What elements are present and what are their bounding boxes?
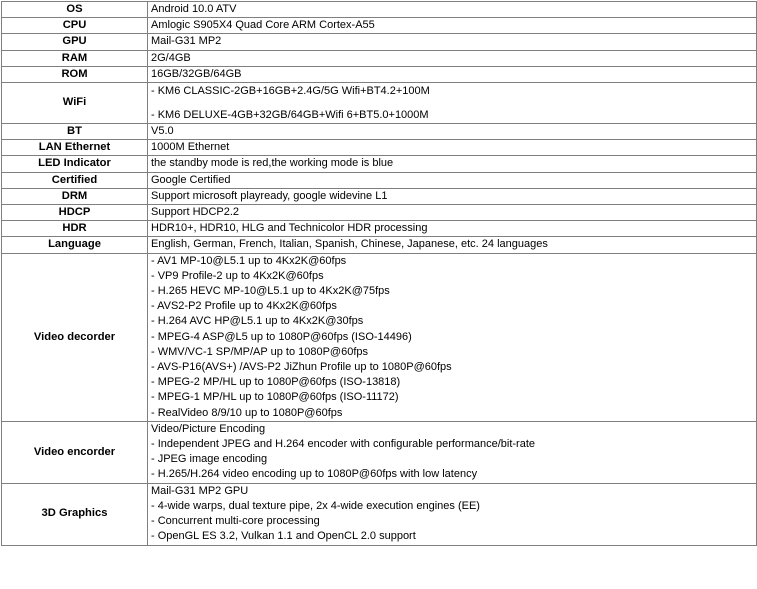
row-label: Video decorder — [2, 253, 148, 421]
row-value-line: - MPEG-2 MP/HL up to 1080P@60fps (ISO-13818) — [151, 376, 401, 389]
row-value: Support HDCP2.2 — [148, 205, 757, 221]
table-row-os — [2, 2, 757, 18]
row-label: LAN Ethernet — [2, 140, 148, 156]
row-label: 3D Graphics — [2, 483, 148, 545]
spec-table — [1, 1, 757, 546]
row-label: BT — [2, 124, 148, 140]
table-row-ram — [2, 50, 757, 66]
row-label: LED Indicator — [2, 156, 148, 172]
row-value-line: - AVS2-P2 Profile up to 4Kx2K@60fps — [151, 300, 337, 313]
row-value-line: - JPEG image encoding — [151, 453, 268, 466]
table-row-hdcp — [2, 205, 757, 221]
table-row-rom — [2, 66, 757, 82]
row-value-line: - H.265/H.264 video encoding up to 1080P@60fps with low latency — [151, 468, 478, 481]
row-value-line: - Independent JPEG and H.264 encoder with configurable performance/bit-rate — [151, 438, 536, 451]
row-value: HDR10+, HDR10, HLG and Technicolor HDR processing — [148, 221, 757, 237]
row-value: 2G/4GB — [148, 50, 757, 66]
row-value-line: - VP9 Profile-2 up to 4Kx2K@60fps — [151, 269, 324, 282]
row-label: CPU — [2, 18, 148, 34]
row-value: English, German, French, Italian, Spanish, Chinese, Japanese, etc. 24 languages — [148, 237, 757, 253]
row-value-line: - AV1 MP-10@L5.1 up to 4Kx2K@60fps — [151, 254, 347, 267]
row-label: Language — [2, 237, 148, 253]
row-value-line: - 4-wide warps, dual texture pipe, 2x 4-wide execution engines (EE) — [151, 499, 480, 512]
table-row-language — [2, 237, 757, 253]
table-row-lan-ethernet — [2, 140, 757, 156]
row-value-line: - WMV/VC-1 SP/MP/AP up to 1080P@60fps — [151, 345, 368, 358]
row-value: the standby mode is red,the working mode is blue — [148, 156, 757, 172]
row-label: DRM — [2, 188, 148, 204]
table-row-wifi — [2, 83, 757, 124]
row-value — [148, 253, 757, 421]
row-value: Amlogic S905X4 Quad Core ARM Cortex-A55 — [148, 18, 757, 34]
row-label: Certified — [2, 172, 148, 188]
table-row-hdr — [2, 221, 757, 237]
row-value-line: - KM6 DELUXE-4GB+32GB/64GB+Wifi 6+BT5.0+1000M — [151, 109, 429, 122]
row-value-line: Video/Picture Encoding — [151, 422, 266, 435]
row-label: GPU — [2, 34, 148, 50]
table-row-bt — [2, 124, 757, 140]
row-label: HDR — [2, 221, 148, 237]
table-row-drm — [2, 188, 757, 204]
row-label: ROM — [2, 66, 148, 82]
row-value: Google Certified — [148, 172, 757, 188]
spec-table-body — [2, 2, 757, 546]
row-label: Video encorder — [2, 421, 148, 483]
row-value-line: - KM6 CLASSIC-2GB+16GB+2.4G/5G Wifi+BT4.2+100M — [151, 85, 430, 98]
row-value-line: - RealVideo 8/9/10 up to 1080P@60fps — [151, 406, 343, 419]
table-row-led-indicator — [2, 156, 757, 172]
row-value-line: - OpenGL ES 3.2, Vulkan 1.1 and OpenCL 2.0 support — [151, 530, 416, 543]
row-label: RAM — [2, 50, 148, 66]
row-label: WiFi — [2, 83, 148, 124]
row-value-line: - MPEG-1 MP/HL up to 1080P@60fps (ISO-11172) — [151, 391, 399, 404]
row-value-line: - MPEG-4 ASP@L5 up to 1080P@60fps (ISO-14496) — [151, 330, 412, 343]
row-value: Android 10.0 ATV — [148, 2, 757, 18]
row-value: 16GB/32GB/64GB — [148, 66, 757, 82]
table-row-video-decorder — [2, 253, 757, 421]
row-value — [148, 421, 757, 483]
row-value — [148, 483, 757, 545]
row-value-line: - H.265 HEVC MP-10@L5.1 up to 4Kx2K@75fps — [151, 285, 390, 298]
row-value — [148, 83, 757, 124]
table-row-cpu — [2, 18, 757, 34]
row-value-line: - AVS-P16(AVS+) /AVS-P2 JiZhun Profile up to 1080P@60fps — [151, 361, 452, 374]
table-row-gpu — [2, 34, 757, 50]
row-value: Mail-G31 MP2 — [148, 34, 757, 50]
row-value: 1000M Ethernet — [148, 140, 757, 156]
table-row-certified — [2, 172, 757, 188]
row-value-line: - H.264 AVC HP@L5.1 up to 4Kx2K@30fps — [151, 315, 364, 328]
row-value: Support microsoft playready, google widevine L1 — [148, 188, 757, 204]
row-value-line: - Concurrent multi-core processing — [151, 515, 320, 528]
row-label: HDCP — [2, 205, 148, 221]
table-row-3d-graphics — [2, 483, 757, 545]
row-value-line: Mail-G31 MP2 GPU — [151, 484, 249, 497]
row-value: V5.0 — [148, 124, 757, 140]
table-row-video-encorder — [2, 421, 757, 483]
row-label: OS — [2, 2, 148, 18]
